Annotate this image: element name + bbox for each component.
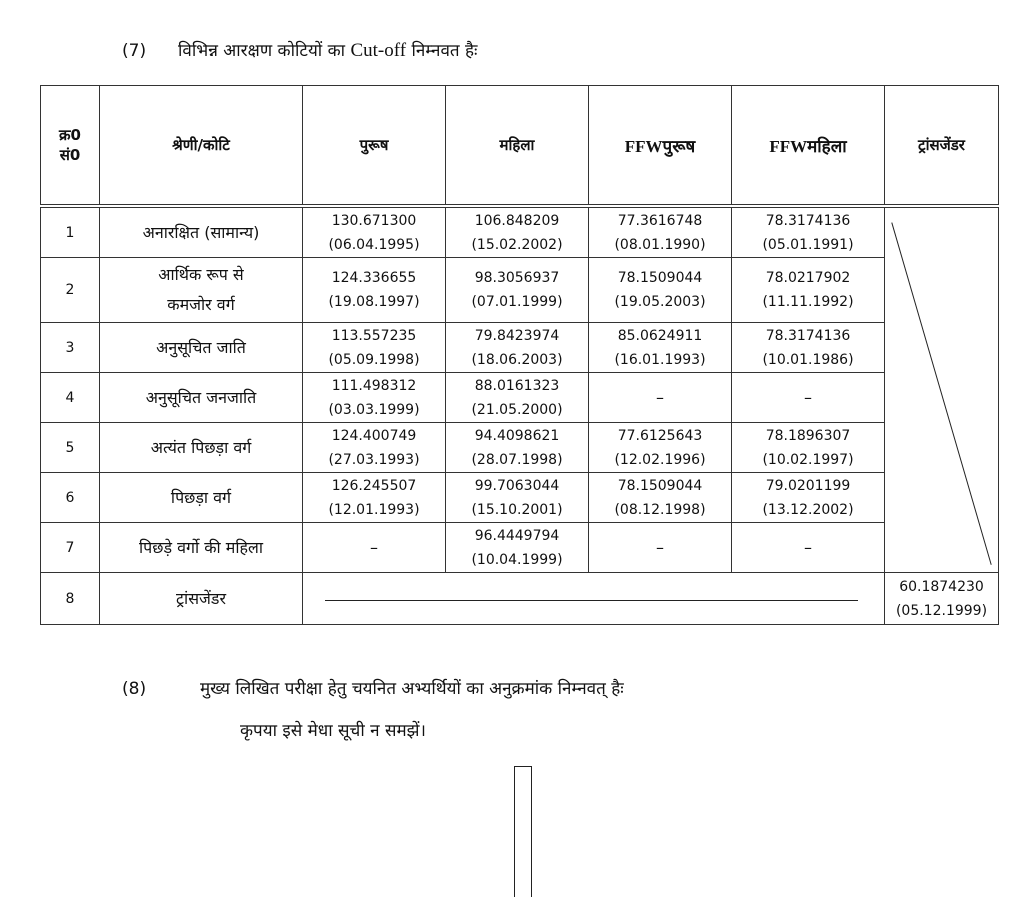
diagonal-strike [885,208,998,572]
table-row [41,423,999,473]
table-row [41,523,999,573]
transgender-na-cell [885,208,999,573]
female-cell [446,258,589,323]
serial-number: 8 [65,590,75,607]
category-cell [100,323,303,373]
category-cell [100,373,303,423]
female-cell [446,423,589,473]
cutoff-value: – [370,537,378,557]
cutoff-value: 88.0161323 [474,377,560,394]
cutoff-value: 78.1509044 [617,270,703,286]
cutoff-date: (15.02.2002) [471,236,563,253]
cutoff-value: 124.336655 [331,270,417,286]
serial-number: 2 [65,282,75,298]
cutoff-value: – [804,537,812,557]
serial-number: 5 [65,439,75,456]
header-serial-number [41,86,100,205]
serial-number-cell [41,373,100,423]
table-header-row [41,86,999,205]
cutoff-date: (03.03.1999) [328,401,420,418]
cutoff-value: – [656,537,664,557]
category-cell [100,208,303,258]
serial-number: 1 [65,224,75,241]
female-cell [446,208,589,258]
empty-box [514,766,532,897]
header-ffw-female: FFWमहिला [732,86,885,205]
cutoff-date: (10.04.1999) [471,551,563,568]
cutoff-value: – [656,387,664,407]
table-row-transgender [41,573,999,625]
section-text-hindi-end: निम्नवत हैः [406,41,478,61]
ffw-female-cell [732,473,885,523]
male-cell [303,258,446,323]
female-cell [446,373,589,423]
cutoff-date: (05.09.1998) [328,351,420,368]
cutoff-value: 77.6125643 [617,427,703,444]
serial-number: 6 [65,489,75,506]
cutoff-value: 78.1509044 [617,477,703,494]
section-number: (7) [122,41,147,61]
cutoff-date: (11.11.1992) [762,294,854,310]
cutoff-date: (15.10.2001) [471,501,563,518]
ffw-female-cell [732,208,885,258]
cutoff-date: (18.06.2003) [471,351,563,368]
header-sn-line2: सं0 [59,146,81,164]
category-name: पिछड़ा वर्ग [170,487,232,507]
table-row [41,473,999,523]
serial-number-cell [41,323,100,373]
female-cell [446,323,589,373]
category-name: ट्रांसजेंडर [175,588,226,608]
female-cell [446,473,589,523]
cutoff-date: (08.01.1990) [614,236,706,253]
table-row [41,208,999,258]
cutoff-value: – [804,387,812,407]
cutoff-date: (21.05.2000) [471,401,563,418]
category-cell [100,523,303,573]
section-8-heading [122,676,624,699]
ffw-female-cell [732,323,885,373]
serial-number-cell [41,258,100,323]
serial-number: 7 [65,539,75,556]
cutoff-value: 99.7063044 [474,477,560,494]
ffw-male-cell [589,473,732,523]
cutoff-date: (12.02.1996) [614,451,706,468]
cutoff-value: 126.245507 [331,477,417,494]
male-cell [303,523,446,573]
diagonal-line [892,223,991,565]
cutoff-date: (07.01.1999) [471,294,563,310]
cutoff-value: 111.498312 [331,377,417,394]
not-applicable-merged-cell [303,573,885,625]
header-ffw-male: FFWपुरूष [589,86,732,205]
cutoff-date: (13.12.2002) [762,501,854,518]
female-cell [446,523,589,573]
category-name: अनुसूचित जनजाति [145,387,257,407]
cutoff-value: 124.400749 [331,427,417,444]
cutoff-value: 77.3616748 [617,212,703,229]
section-text-cutoff: Cut-off [350,40,407,61]
ffw-male-cell [589,423,732,473]
header-male: पुरूष [303,86,446,205]
category-name-line2: कमजोर वर्ग [167,295,235,314]
header-female: महिला [446,86,589,205]
category-name: अत्यंत पिछड़ा वर्ग [150,437,252,457]
category-cell [100,573,303,625]
section-text-hindi: विभिन्न आरक्षण कोटियों का [178,41,351,61]
cutoff-date: (06.04.1995) [328,236,420,253]
ffw-female-cell [732,423,885,473]
cutoff-value: 78.1896307 [765,427,851,444]
cutoff-value: 79.0201199 [765,477,851,494]
section-8-text: मुख्य लिखित परीक्षा हेतु चयनित अभ्यर्थियों का अनुक्रमांक निम्नवत् हैः [200,679,624,699]
ffw-male-cell [589,208,732,258]
serial-number: 3 [65,339,75,356]
ffw-female-cell [732,373,885,423]
serial-number-cell [41,573,100,625]
header-category: श्रेणी/कोटि [100,86,303,205]
cutoff-value: 78.3174136 [765,327,851,344]
table-row [41,258,999,323]
male-cell [303,208,446,258]
serial-number-cell [41,208,100,258]
category-name: पिछड़े वर्गो की महिला [139,537,263,557]
serial-number-cell [41,423,100,473]
table-row [41,373,999,423]
cutoff-date: (10.01.1986) [762,351,854,368]
category-cell [100,423,303,473]
ffw-male-cell [589,523,732,573]
header-transgender: ट्रांसजेंडर [885,86,999,205]
ffw-female-cell [732,523,885,573]
transgender-cell [885,573,999,625]
ffw-female-cell [732,258,885,323]
section-7-heading [122,38,478,62]
cutoff-date: (28.07.1998) [471,451,563,468]
category-name: अनुसूचित जाति [156,337,246,357]
category-name: अनारक्षित (सामान्य) [142,222,260,242]
cutoff-value: 94.4098621 [474,427,560,444]
cutoff-date: (10.02.1997) [762,451,854,468]
section-8-note: कृपया इसे मेधा सूची न समझें। [240,721,426,741]
cutoff-table [40,85,999,625]
table-row [41,323,999,373]
cutoff-date: (08.12.1998) [614,501,706,518]
serial-number-cell [41,473,100,523]
cutoff-date: (12.01.1993) [328,501,420,518]
cutoff-date: (27.03.1993) [328,451,420,468]
cutoff-value: 78.0217902 [765,270,851,286]
category-cell [100,473,303,523]
cutoff-value: 78.3174136 [765,212,851,229]
male-cell [303,423,446,473]
cutoff-date: (05.01.1991) [762,236,854,253]
ffw-male-cell [589,373,732,423]
serial-number-cell [41,523,100,573]
ffw-male-cell [589,323,732,373]
strike-line [325,600,858,601]
cutoff-date: (05.12.1999) [895,602,988,619]
category-name: आर्थिक रूप से [158,265,244,284]
cutoff-date: (19.05.2003) [614,294,706,310]
male-cell [303,373,446,423]
section-number: (8) [122,679,147,699]
cutoff-value: 60.1874230 [899,578,984,595]
cutoff-value: 85.0624911 [617,327,703,344]
ffw-male-cell [589,258,732,323]
serial-number: 4 [65,389,75,406]
cutoff-date: (16.01.1993) [614,351,706,368]
category-cell [100,258,303,323]
cutoff-value: 106.848209 [474,212,560,229]
cutoff-value: 130.671300 [331,212,417,229]
male-cell [303,323,446,373]
header-sn-line1: क्र0 [59,126,81,144]
cutoff-date: (19.08.1997) [328,294,420,310]
cutoff-value: 96.4449794 [474,527,560,544]
male-cell [303,473,446,523]
cutoff-value: 113.557235 [331,327,417,344]
cutoff-value: 79.8423974 [474,327,560,344]
cutoff-value: 98.3056937 [474,270,560,286]
